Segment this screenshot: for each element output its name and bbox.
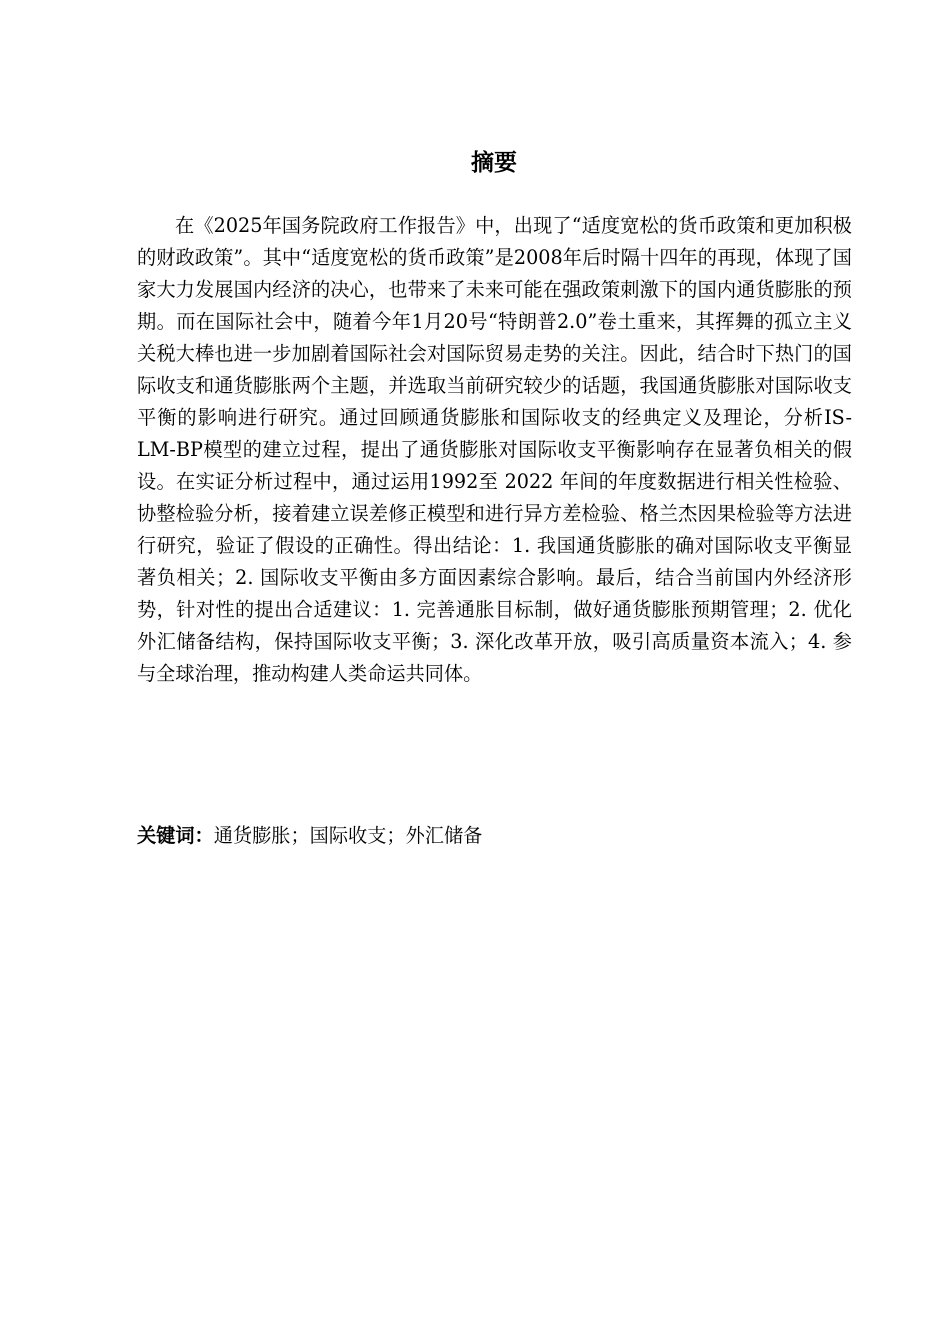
keywords-label: 关键词： xyxy=(137,824,214,847)
keywords-value: 通货膨胀；国际收支；外汇储备 xyxy=(213,824,483,847)
keywords-line xyxy=(137,820,852,852)
abstract-title: 摘要 xyxy=(471,150,517,176)
abstract-body: 在《2025年国务院政府工作报告》中，出现了“适度宽松的货币政策和更加积极的财政政策”。其中“适度宽松的货币政策”是2008年后时隔十四年的再现，体现了国家大力发展国内经济的决心，也带来了未来可能在强政策刺激下的国内通货膨胀的预期。而在国际社会中，随着今年1月20号“特朗普2.0”卷土重来，其挥舞的孤立主义关税大棒也进一步加剧着国际社会对国际贸易走势的关注。因此，结合时下热门的国际收支和通货膨胀两个主题，并选取当前研究较少的话题，我国通货膨胀对国际收支平衡的影响进行研究。通过回顾通货膨胀和国际收支的经典定义及理论，分析IS-LM-BP模型的建立过程，提出了通货膨胀对国际收支平衡影响存在显著负相关的假设。在实证分析过程中，通过运用1992至 2022 年间的年度数据进行相关性检验、协整检验分析，接着建立误差修正模型和进行异方差检验、格兰杰因果检验等方法进行研究，验证了假设的正确性。得出结论：1. 我国通货膨胀的确对国际收支平衡显著负相关；2. 国际收支平衡由多方面因素综合影响。最后，结合当前国内外经济形势，针对性的提出合适建议：1. 完善通胀目标制，做好通货膨胀预期管理；2. 优化外汇储备结构，保持国际收支平衡；3. 深化改革开放，吸引高质量资本流入；4. 参与全球治理，推动构建人类命运共同体。 xyxy=(137,214,852,685)
